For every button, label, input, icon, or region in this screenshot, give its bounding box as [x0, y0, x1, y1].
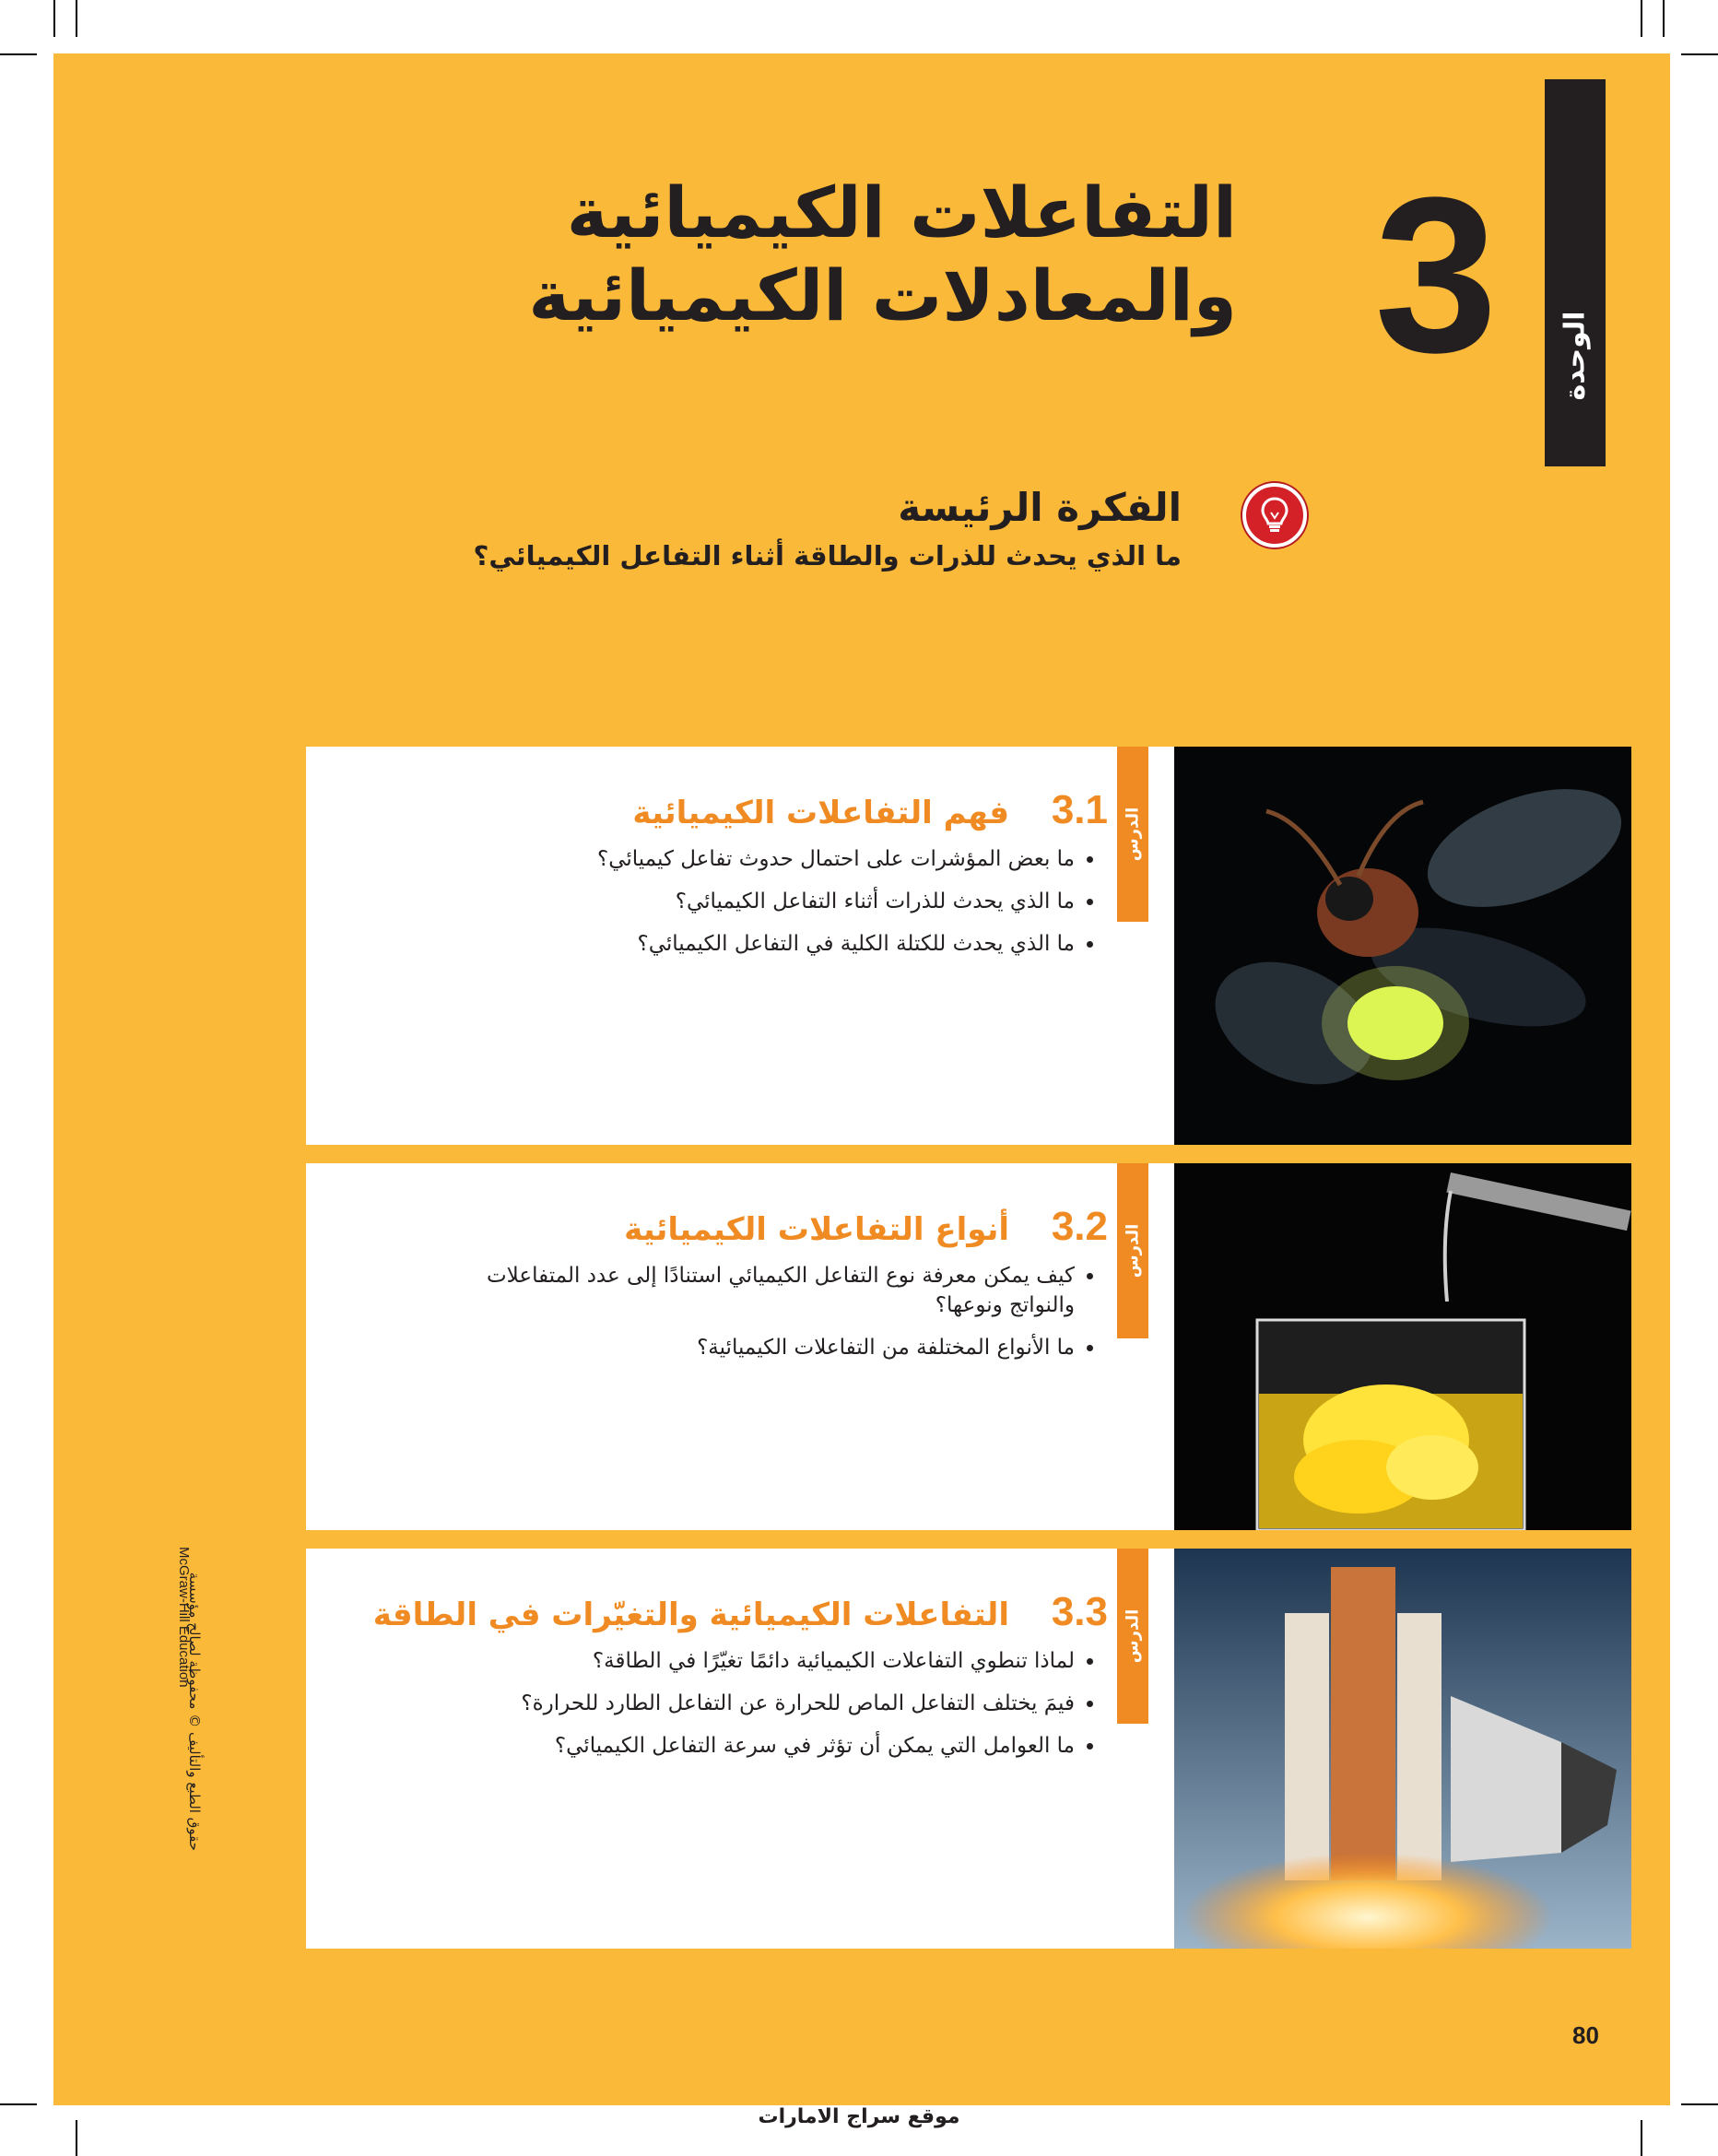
lesson-number: 3.3 — [1051, 1589, 1108, 1634]
big-idea-title: الفكرة الرئيسة — [898, 485, 1182, 530]
unit-title-line2: والمعادلات الكيميائية — [528, 253, 1237, 336]
unit-label: الوحدة — [1559, 311, 1592, 401]
page — [53, 53, 1670, 2105]
crop-mark — [1663, 0, 1665, 37]
unit-title-line1: التفاعلات الكيميائية — [566, 171, 1237, 253]
unit-number: 3 — [1374, 151, 1498, 398]
lesson-card — [306, 747, 1631, 1145]
list-item: • ما بعض المؤشرات على احتمال حدوث تفاعل كيميائي؟ — [485, 844, 1075, 874]
lesson-tab-label: الدرس — [1123, 1608, 1143, 1664]
copyright-note: حقوق الطبع والتأليف © محفوظة لصالح مؤسسة — [186, 1572, 203, 1851]
unit-title — [528, 171, 1237, 336]
list-item: • ما الأنواع المختلفة من التفاعلات الكيميائية؟ — [485, 1333, 1075, 1362]
list-item: • كيف يمكن معرفة نوع التفاعل الكيميائي استنادًا إلى عدد المتفاعلات والنواتج ونوعها؟ — [485, 1261, 1075, 1320]
lesson-title: أنواع التفاعلات الكيميائية — [624, 1211, 1009, 1248]
lesson-title: فهم التفاعلات الكيميائية — [632, 795, 1009, 831]
lesson-title: التفاعلات الكيميائية والتغيّرات في الطاقة — [372, 1596, 1009, 1633]
list-item: • ما الذي يحدث للكتلة الكلية في التفاعل الكيميائي؟ — [485, 929, 1075, 959]
lightbulb-icon — [1242, 483, 1307, 548]
site-footer: موقع سراج الامارات — [758, 2105, 960, 2128]
publisher-credit: McGraw-Hill Education — [176, 1547, 192, 1688]
lesson-tab — [1117, 1163, 1148, 1338]
lesson-tab-label: الدرس — [1123, 1223, 1143, 1278]
firefly-photo — [1174, 747, 1631, 1145]
list-item: • ما الذي يحدث للذرات أثناء التفاعل الكيميائي؟ — [485, 887, 1075, 916]
page-number: 80 — [1572, 2021, 1599, 2049]
unit-tab — [1545, 79, 1606, 466]
lesson-questions — [485, 844, 1095, 972]
lesson-card — [306, 1163, 1631, 1530]
lesson-number: 3.1 — [1051, 787, 1108, 832]
list-item: • ما العوامل التي يمكن أن تؤثر في سرعة التفاعل الكيميائي؟ — [485, 1731, 1075, 1761]
big-idea-question: ما الذي يحدث للذرات والطاقة أثناء التفاعل الكيميائي؟ — [473, 540, 1182, 571]
lesson-questions — [485, 1646, 1095, 1774]
lesson-heading[interactable] — [632, 787, 1108, 833]
beaker-photo — [1174, 1163, 1631, 1530]
crop-mark — [1641, 0, 1642, 37]
lesson-number: 3.2 — [1051, 1204, 1108, 1249]
lesson-tab-label: الدرس — [1123, 807, 1143, 862]
lesson-tab — [1117, 747, 1148, 922]
crop-mark — [53, 0, 55, 37]
list-item: • فيمَ يختلف التفاعل الماص للحرارة عن التفاعل الطارد للحرارة؟ — [485, 1689, 1075, 1718]
lesson-heading[interactable] — [624, 1204, 1108, 1250]
lesson-tab — [1117, 1549, 1148, 1724]
crop-mark — [0, 53, 37, 55]
crop-mark — [1681, 53, 1718, 55]
rocket-photo — [1174, 1549, 1631, 1949]
crop-mark — [76, 0, 77, 37]
lesson-heading[interactable] — [373, 1589, 1108, 1635]
lesson-card — [306, 1549, 1631, 1949]
lesson-questions — [485, 1261, 1095, 1376]
list-item: • لماذا تنطوي التفاعلات الكيميائية دائمًا تغيّرًا في الطاقة؟ — [485, 1646, 1075, 1676]
